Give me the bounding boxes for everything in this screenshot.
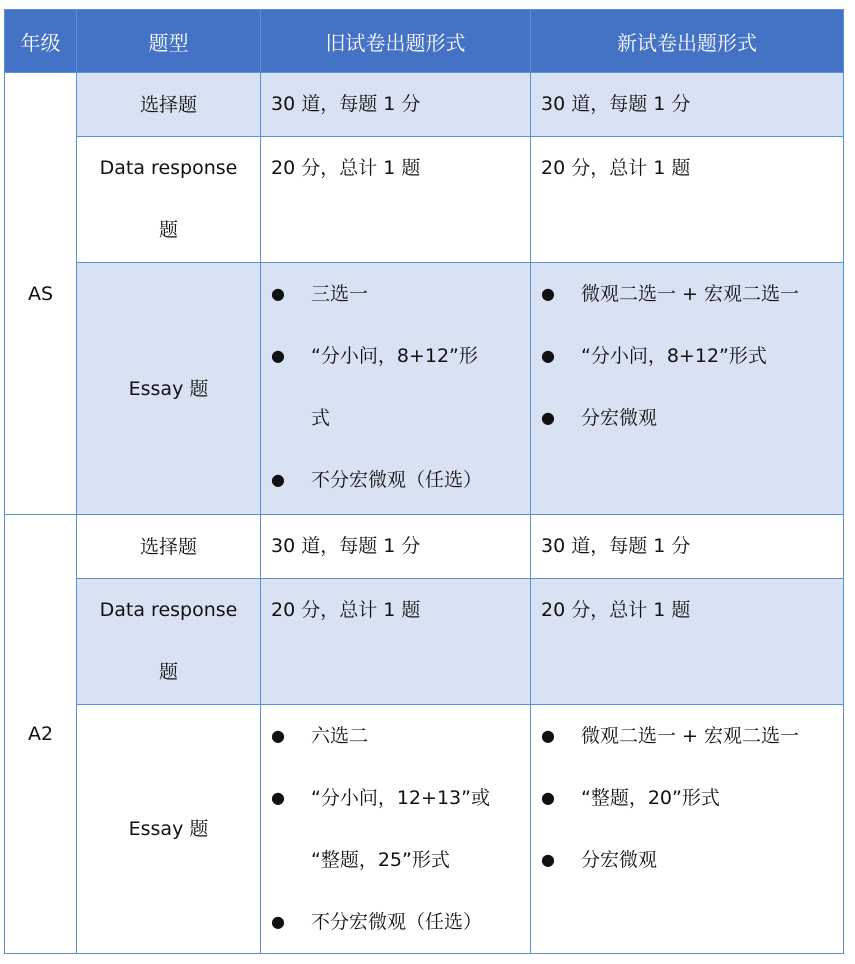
list-item: ● 六选二 [271,705,530,767]
type-line: 题 [158,219,178,241]
header-type: 题型 [77,10,261,73]
type-cell: Essay 题 [77,705,261,954]
list-item: ● “整题，20”形式 [541,767,843,829]
list-item: ● 分宏微观 [541,387,843,449]
grade-a2: A2 [5,515,77,954]
bullet-icon: ● [271,912,285,931]
header-row [5,10,844,73]
bullet-icon: ● [271,284,285,303]
bullet-icon: ● [271,470,285,489]
list-item: ● 不分宏微观（任选） [271,449,530,511]
list-item: ● 微观二选一 + 宏观二选一 [541,705,843,767]
type-line: Data response [99,599,238,621]
bullet-icon: ● [541,850,555,869]
type-cell: 选择题 [77,73,261,137]
type-cell: Essay 题 [77,263,261,515]
bullet-icon: ● [541,726,555,745]
table-row [5,705,844,954]
new-format-cell: 30 道，每题 1 分 [531,73,844,137]
header-grade: 年级 [5,10,77,73]
table-row [5,73,844,137]
exam-format-table [4,9,844,954]
list-item: ● 分宏微观 [541,829,843,891]
bullet-icon: ● [541,408,555,427]
bullet-icon: ● [271,726,285,745]
list-item: ● “分小问，8+12”形 [271,325,530,387]
bullet-icon: ● [271,346,285,365]
type-line: 题 [158,661,178,683]
list-item: 式 [311,407,331,429]
new-format-cell: 20 分，总计 1 题 [531,579,844,705]
list-item: ● “分小问，8+12”形式 [541,325,843,387]
table-row [5,263,844,515]
list-item: “整题，25”形式 [311,849,450,871]
table-row [5,515,844,579]
old-format-cell: 30 道，每题 1 分 [261,73,531,137]
new-format-cell: 30 道，每题 1 分 [531,515,844,579]
new-format-cell [531,705,844,954]
list-item: ● 三选一 [271,263,530,325]
type-cell [77,137,261,263]
table-row [5,579,844,705]
bullet-icon: ● [541,346,555,365]
old-format-cell: 30 道，每题 1 分 [261,515,531,579]
old-format-cell [261,263,531,515]
grade-as: AS [5,73,77,515]
list-item: ● 微观二选一 + 宏观二选一 [541,263,843,325]
bullet-icon: ● [541,284,555,303]
new-format-cell [531,263,844,515]
old-format-cell: 20 分，总计 1 题 [261,579,531,705]
header-old-format: 旧试卷出题形式 [261,10,531,73]
list-item: ● 不分宏微观（任选） [271,891,530,953]
table-row [5,137,844,263]
new-format-cell: 20 分，总计 1 题 [531,137,844,263]
old-format-cell: 20 分，总计 1 题 [261,137,531,263]
list-item: ● “分小问，12+13”或 [271,767,530,829]
type-cell [77,579,261,705]
header-new-format: 新试卷出题形式 [531,10,844,73]
type-line: Data response [99,157,238,179]
bullet-icon: ● [271,788,285,807]
bullet-icon: ● [541,788,555,807]
old-format-cell [261,705,531,954]
type-cell: 选择题 [77,515,261,579]
